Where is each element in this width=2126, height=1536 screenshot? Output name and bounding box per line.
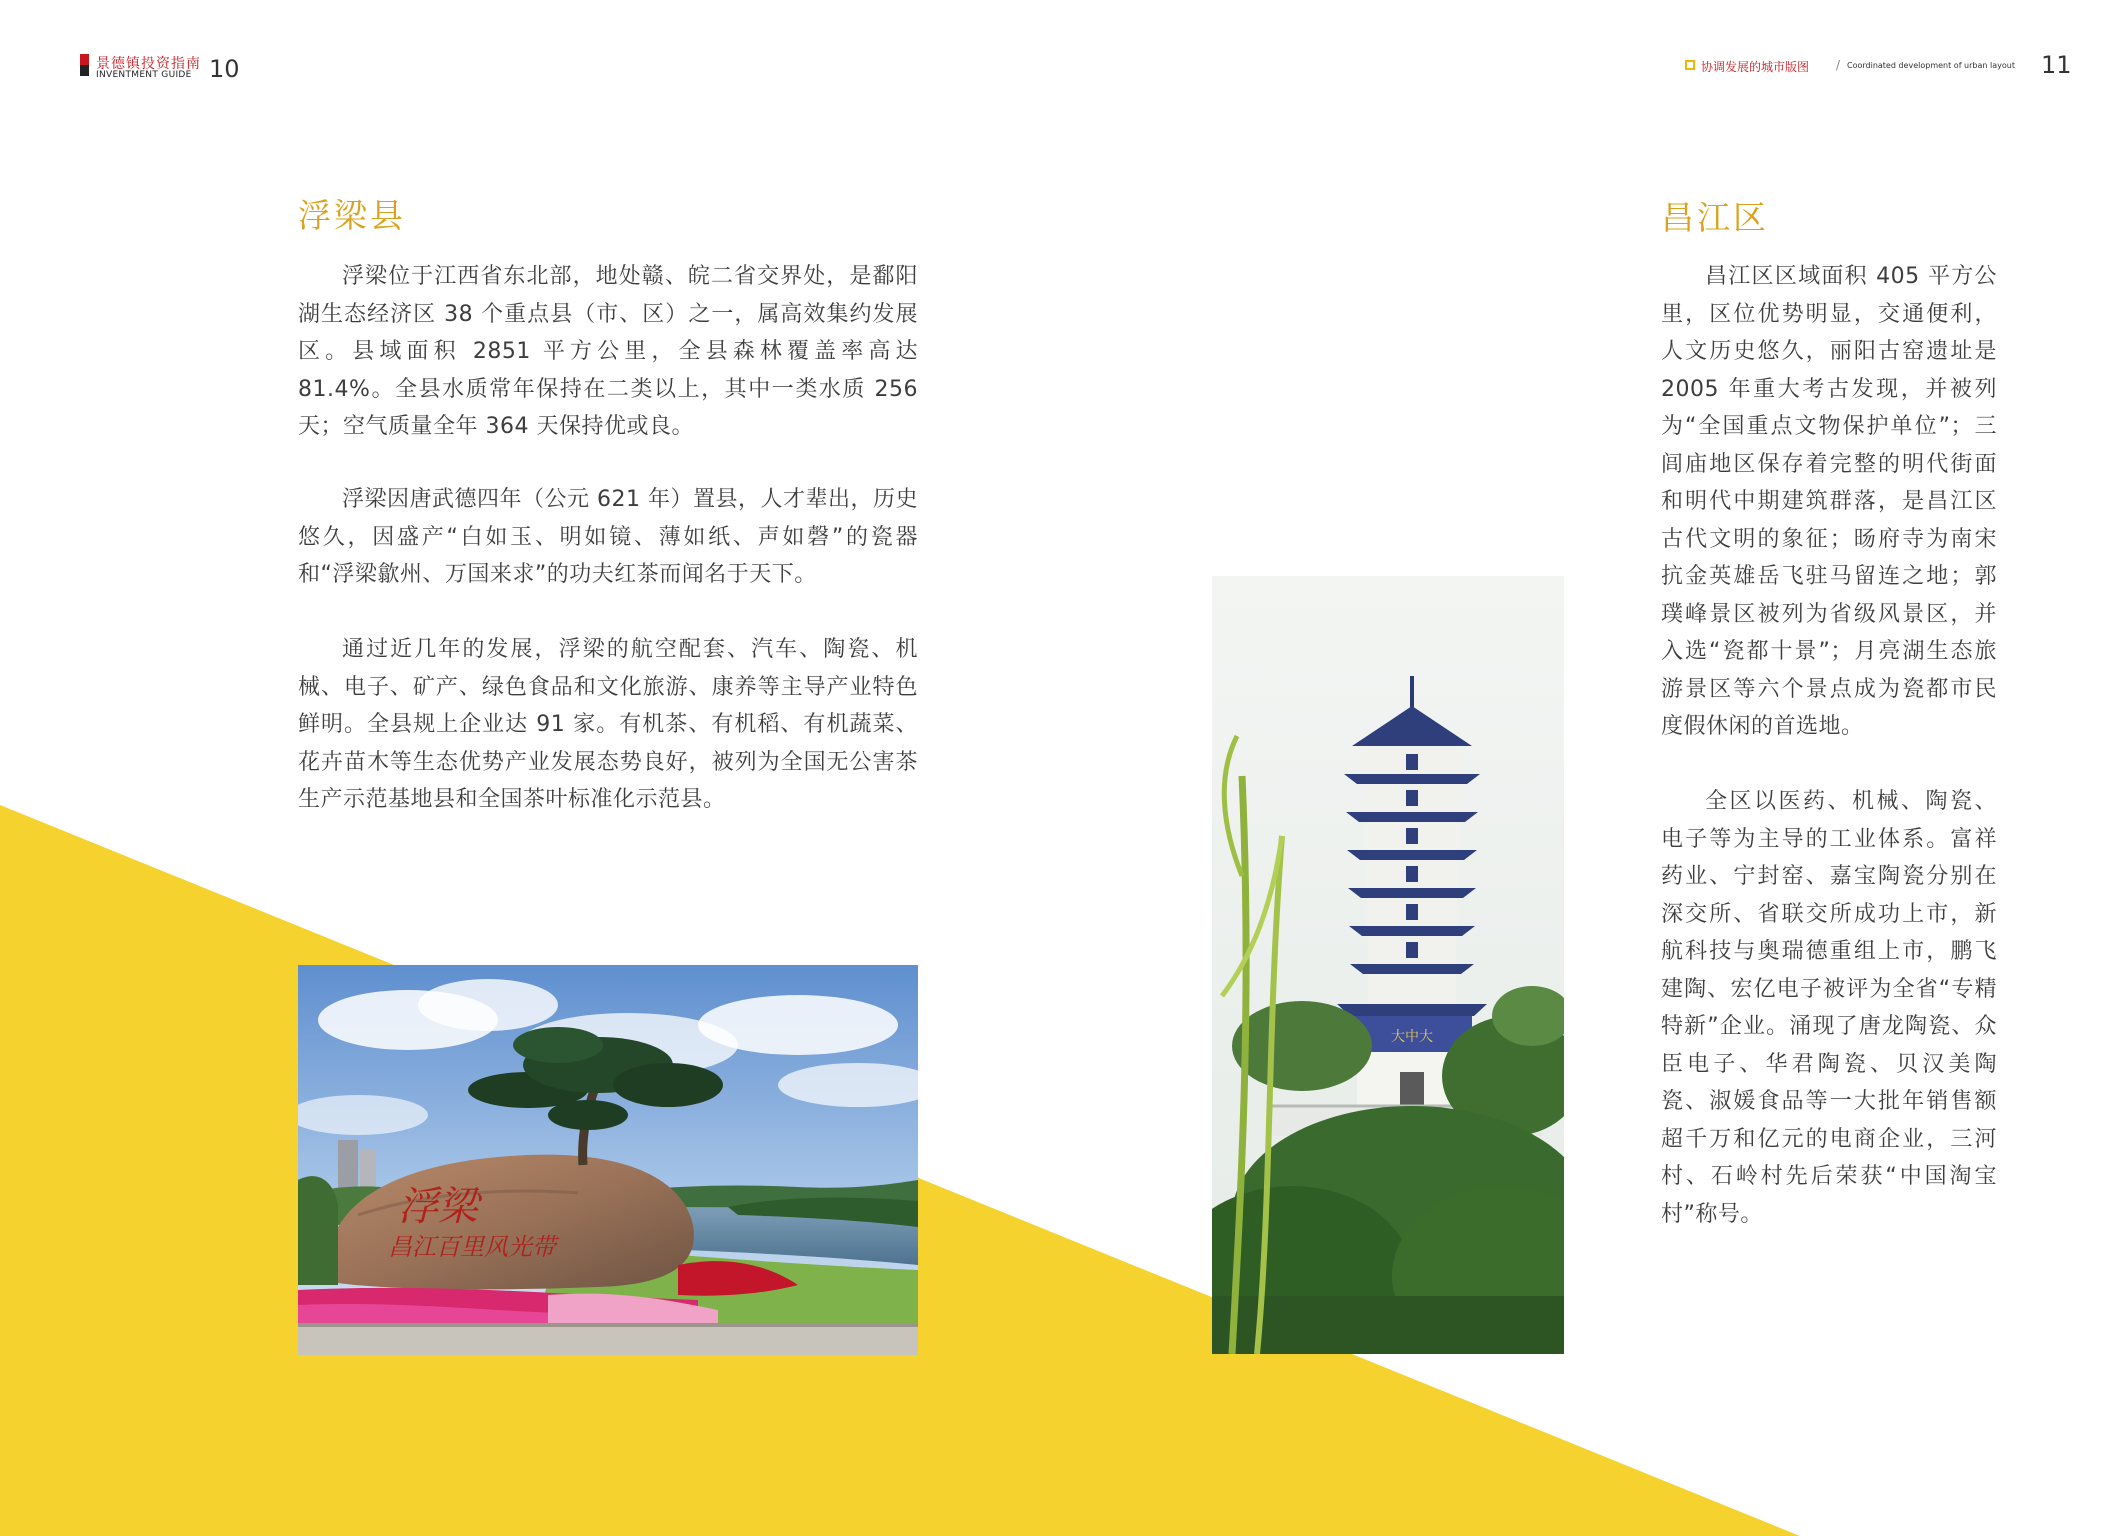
brand-title-en: INVENTMENT GUIDE [96, 70, 192, 80]
section-title-en: Coordinated development of urban layout [1847, 61, 2015, 70]
brand-title-cn: 景德镇投资指南 [96, 56, 201, 72]
pagoda-photo [1212, 576, 1564, 1354]
fuliang-title: 浮梁县 [298, 196, 406, 235]
fuliang-riverside-photo [298, 965, 918, 1355]
brand-logo-icon [80, 54, 89, 76]
changjiang-paragraph-2: 全区以医药、机械、陶瓷、电子等为主导的工业体系。富祥药业、宁封窑、嘉宝陶瓷分别在深交所、省联交所成功上市，新航科技与奥瑞德重组上市，鹏飞建陶、宏亿电子被评为全省“专精特新”企业。涌现了唐龙陶瓷、众臣电子、华君陶瓷、贝汉美陶瓷、淑媛食品等一大批年销售额超千万和亿元的电商企业，三河村、石岭村先后荣获“中国淘宝村”称号。 [1661, 789, 1997, 1227]
section-square-icon [1685, 60, 1695, 70]
section-title-cn: 协调发展的城市版图 [1701, 60, 1810, 74]
page-number-left: 10 [209, 55, 240, 83]
fuliang-paragraph-3: 通过近几年的发展，浮梁的航空配套、汽车、陶瓷、机械、电子、矿产、绿色食品和文化旅游、康养等主导产业特色鲜明。全县规上企业达 91 家。有机茶、有机稻、有机蔬菜、花卉苗木等生态优势产业发展态势良好，被列为全国无公害茶生产示范基地县和全国茶叶标准化示范县。 [298, 637, 918, 812]
stone-inscription-subtitle: 昌江百里风光带 [388, 1233, 556, 1261]
pagoda-sign: 大中大 [1391, 1029, 1433, 1045]
stone-inscription-title: 浮梁 [398, 1184, 478, 1230]
fuliang-paragraph-1: 浮梁位于江西省东北部，地处赣、皖二省交界处，是鄱阳湖生态经济区 38 个重点县（市、区）之一，属高效集约发展区。县域面积 2851 平方公里，全县森林覆盖率高达 81.4%。全县水质常年保持在二类以上，其中一类水质 256 天；空气质量全年 364 天保持优或良。 [298, 264, 918, 439]
changjiang-title: 昌江区 [1661, 198, 1769, 237]
fuliang-paragraph-2: 浮梁因唐武德四年（公元 621 年）置县，人才辈出，历史悠久，因盛产“白如玉、明如镜、薄如纸、声如磬”的瓷器和“浮梁歙州、万国来求”的功夫红茶而闻名于天下。 [298, 487, 918, 587]
section-separator: / [1836, 58, 1841, 72]
page-number-right: 11 [2041, 51, 2072, 79]
changjiang-paragraph-1: 昌江区区域面积 405 平方公里，区位优势明显，交通便利，人文历史悠久，丽阳古窑遗址是 2005 年重大考古发现，并被列为“全国重点文物保护单位”；三闾庙地区保存着完整的明代街面和明代中期建筑群落，是昌江区古代文明的象征；旸府寺为南宋抗金英雄岳飞驻马留连之地；郭璞峰景区被列为省级风景区，并入选“瓷都十景”；月亮湖生态旅游景区等六个景点成为瓷都市民度假休闲的首选地。 [1661, 264, 1997, 739]
